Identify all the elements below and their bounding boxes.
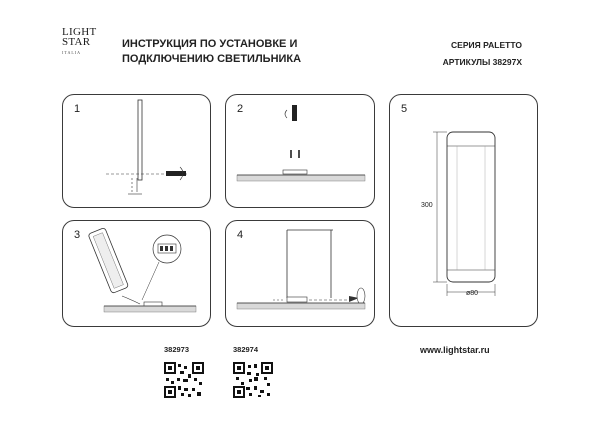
diameter-dimension: ø80 [466,290,479,297]
website-link[interactable]: www.lightstar.ru [420,345,490,355]
step-2-illustration [225,94,375,208]
title-line2: ПОДКЛЮЧЕНИЮ СВЕТИЛЬНИКА [122,53,302,65]
step-2-number: 2 [237,103,244,115]
qr-code-1 [164,362,204,398]
height-dimension: 300 [421,202,433,209]
article-codes: АРТИКУЛЫ 38297X [442,57,522,67]
product-code-2: 382974 [233,345,259,354]
series-info [440,37,522,71]
step-1-number: 1 [74,103,81,115]
step-5-dimension-drawing [389,94,538,327]
step-4-number: 4 [237,229,244,241]
logo-line1: LIGHT [62,26,97,38]
logo-line2: STAR [62,36,91,48]
logo-line3: ITALIA [62,50,82,55]
qr-code-2 [233,362,273,398]
step-5-number: 5 [401,103,408,115]
step-1-illustration [62,94,211,208]
title-line1: ИНСТРУКЦИЯ ПО УСТАНОВКЕ И [122,38,298,50]
product-code-1: 382973 [164,345,190,354]
series-name: СЕРИЯ PALETTO [451,40,522,50]
step-4-illustration [225,220,375,327]
document-title [122,37,301,67]
brand-logo [62,27,108,58]
step-3-illustration [62,220,211,327]
step-3-number: 3 [74,229,81,241]
